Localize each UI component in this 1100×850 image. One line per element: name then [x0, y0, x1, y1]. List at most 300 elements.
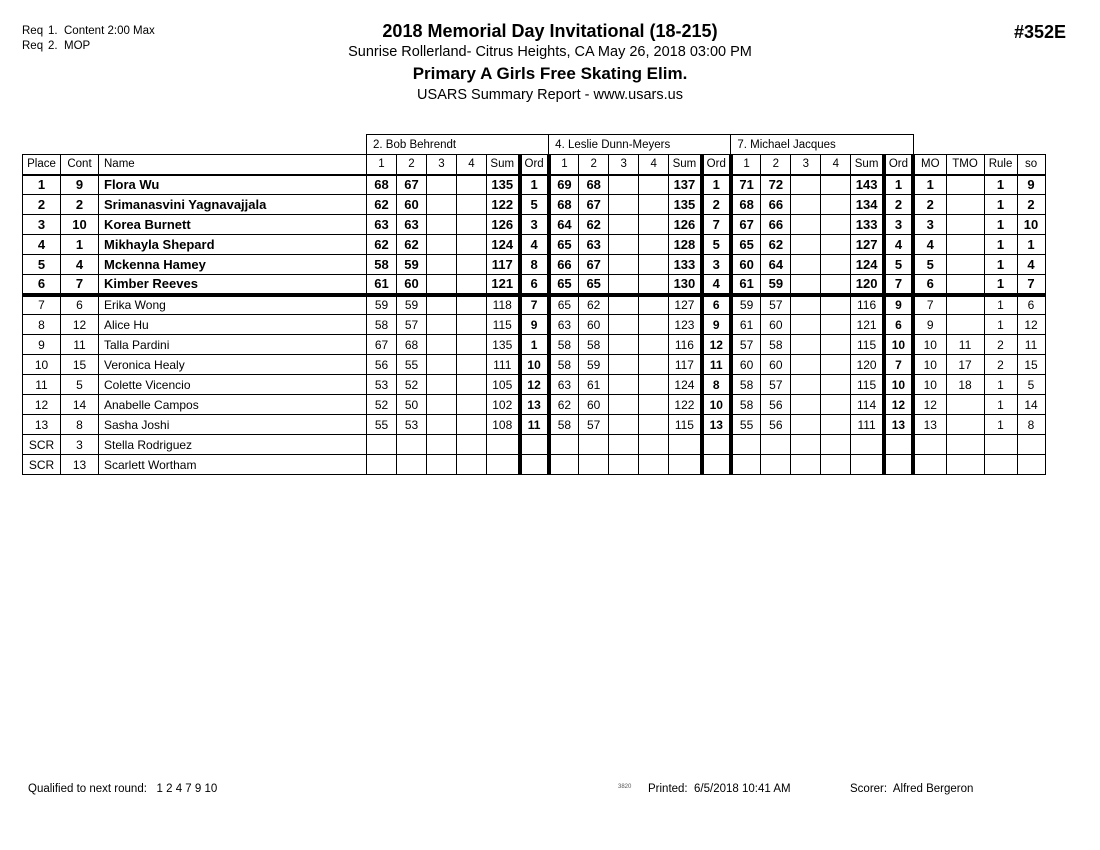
cell-so: 4	[1017, 255, 1045, 275]
cell-j1-ord: 1	[520, 335, 549, 355]
cell-j3-score-1: 68	[731, 195, 761, 215]
cell-j3-sum: 120	[851, 355, 884, 375]
table-row[interactable]	[23, 335, 1046, 355]
cell-j3-score-1: 60	[731, 355, 761, 375]
cell-rule: 1	[984, 255, 1017, 275]
cell-j1-score-3	[427, 255, 457, 275]
cell-j2-ord: 13	[702, 415, 731, 435]
cell-j2-score-2	[579, 435, 609, 455]
judge-1-label: 2. Bob Behrendt	[367, 135, 549, 155]
cell-j2-score-4	[639, 375, 669, 395]
cell-j3-score-2: 60	[761, 355, 791, 375]
cell-j2-sum: 122	[669, 395, 702, 415]
cell-cont: 9	[61, 175, 99, 195]
table-row[interactable]	[23, 435, 1046, 455]
col-header-j2-sum: Sum	[669, 155, 702, 175]
cell-rule: 2	[984, 335, 1017, 355]
cell-j3-score-3	[791, 195, 821, 215]
cell-j2-ord: 6	[702, 295, 731, 315]
cell-rule: 1	[984, 235, 1017, 255]
judge-banner-spacer	[61, 135, 99, 155]
cell-so: 1	[1017, 235, 1045, 255]
cell-j1-ord: 9	[520, 315, 549, 335]
cell-j3-score-3	[791, 395, 821, 415]
cell-name: Sasha Joshi	[99, 415, 367, 435]
cell-j3-ord: 7	[884, 355, 913, 375]
cell-tmo: 17	[946, 355, 984, 375]
cell-j2-score-4	[639, 255, 669, 275]
cell-j3-score-4	[821, 395, 851, 415]
cell-j3-score-3	[791, 315, 821, 335]
cell-j2-score-2: 68	[579, 175, 609, 195]
cell-name: Mikhayla Shepard	[99, 235, 367, 255]
cell-j2-score-1: 58	[549, 355, 579, 375]
cell-j2-score-1	[549, 455, 579, 475]
cell-rule: 1	[984, 215, 1017, 235]
cell-j1-score-4	[457, 435, 487, 455]
cell-j1-score-4	[457, 415, 487, 435]
scorer-value: Alfred Bergeron	[892, 783, 974, 795]
cell-j3-score-3	[791, 215, 821, 235]
cell-j3-score-4	[821, 315, 851, 335]
venue-datetime: Sunrise Rollerland- Citrus Heights, CA May 26, 2018 03:00 PM	[348, 44, 752, 60]
cell-j1-ord: 6	[520, 275, 549, 295]
cell-j1-ord: 13	[520, 395, 549, 415]
cell-j3-ord: 7	[884, 275, 913, 295]
cell-mo	[913, 435, 946, 455]
col-header-j1-score-1: 1	[367, 155, 397, 175]
cell-j3-ord: 3	[884, 215, 913, 235]
cell-j2-score-1: 64	[549, 215, 579, 235]
cell-j1-sum: 108	[487, 415, 520, 435]
cell-name: Scarlett Wortham	[99, 455, 367, 475]
cell-j1-score-3	[427, 335, 457, 355]
col-header-tmo: TMO	[946, 155, 984, 175]
cell-j2-ord: 8	[702, 375, 731, 395]
cell-name: Alice Hu	[99, 315, 367, 335]
cell-j2-score-3	[609, 355, 639, 375]
cell-so: 9	[1017, 175, 1045, 195]
cell-j1-sum: 115	[487, 315, 520, 335]
cell-j2-score-4	[639, 395, 669, 415]
cell-j2-score-3	[609, 315, 639, 335]
cell-j2-score-4	[639, 455, 669, 475]
table-row[interactable]	[23, 215, 1046, 235]
cell-j1-score-2: 50	[397, 395, 427, 415]
cell-j2-ord	[702, 435, 731, 455]
cell-j3-sum	[851, 455, 884, 475]
cell-rule: 1	[984, 195, 1017, 215]
col-header-mo: MO	[913, 155, 946, 175]
table-row[interactable]	[23, 375, 1046, 395]
cell-j1-sum: 135	[487, 335, 520, 355]
cell-j1-score-4	[457, 235, 487, 255]
cell-j3-score-4	[821, 435, 851, 455]
cell-j1-score-1: 63	[367, 215, 397, 235]
cell-j1-score-2: 62	[397, 235, 427, 255]
cell-j1-score-4	[457, 175, 487, 195]
cell-j2-sum: 124	[669, 375, 702, 395]
cell-j1-score-3	[427, 295, 457, 315]
cell-j3-score-4	[821, 255, 851, 275]
cell-j1-ord: 8	[520, 255, 549, 275]
cell-rule: 1	[984, 275, 1017, 295]
cell-j2-score-2: 57	[579, 415, 609, 435]
table-row[interactable]	[23, 315, 1046, 335]
cell-j2-sum: 133	[669, 255, 702, 275]
cell-rule: 1	[984, 295, 1017, 315]
cell-j1-score-1: 55	[367, 415, 397, 435]
cell-place: 6	[23, 275, 61, 295]
cell-j2-score-3	[609, 195, 639, 215]
cell-j3-sum: 120	[851, 275, 884, 295]
cell-cont: 10	[61, 215, 99, 235]
cell-j1-score-4	[457, 355, 487, 375]
cell-j1-sum: 111	[487, 355, 520, 375]
cell-j3-sum: 134	[851, 195, 884, 215]
cell-j1-score-2: 57	[397, 315, 427, 335]
cell-so: 15	[1017, 355, 1045, 375]
cell-j2-sum: 116	[669, 335, 702, 355]
cell-j3-score-4	[821, 275, 851, 295]
cell-j3-score-2: 56	[761, 395, 791, 415]
col-header-j2-score-3: 3	[609, 155, 639, 175]
cell-j2-score-4	[639, 275, 669, 295]
table-row[interactable]	[23, 455, 1046, 475]
results-table	[22, 134, 1046, 475]
cell-j2-sum: 117	[669, 355, 702, 375]
cell-j2-score-3	[609, 295, 639, 315]
cell-j3-sum: 121	[851, 315, 884, 335]
cell-so: 6	[1017, 295, 1045, 315]
cell-tmo	[946, 435, 984, 455]
cell-j3-score-4	[821, 335, 851, 355]
table-row[interactable]	[23, 275, 1046, 295]
cell-tmo	[946, 415, 984, 435]
cell-j1-ord: 5	[520, 195, 549, 215]
cell-j1-score-1: 58	[367, 255, 397, 275]
col-header-j1-score-3: 3	[427, 155, 457, 175]
cell-j3-score-1: 58	[731, 395, 761, 415]
cell-j2-sum: 128	[669, 235, 702, 255]
cell-name: Srimanasvini Yagnavajjala	[99, 195, 367, 215]
cell-rule: 1	[984, 315, 1017, 335]
cell-j1-score-2: 60	[397, 275, 427, 295]
cell-j2-ord: 5	[702, 235, 731, 255]
cell-j1-score-1: 52	[367, 395, 397, 415]
cell-j1-score-1: 67	[367, 335, 397, 355]
cell-j2-score-1: 65	[549, 275, 579, 295]
cell-j3-score-1: 67	[731, 215, 761, 235]
cell-j3-score-2: 58	[761, 335, 791, 355]
cell-j1-score-2: 60	[397, 195, 427, 215]
cell-j2-score-4	[639, 215, 669, 235]
requirement-key: Req	[22, 25, 44, 37]
table-row[interactable]	[23, 395, 1046, 415]
cell-j2-score-2: 65	[579, 275, 609, 295]
cell-mo: 7	[913, 295, 946, 315]
cell-j3-sum: 143	[851, 175, 884, 195]
cell-j2-sum	[669, 455, 702, 475]
cell-name: Veronica Healy	[99, 355, 367, 375]
col-header-j1-score-2: 2	[397, 155, 427, 175]
cell-j2-score-1: 58	[549, 335, 579, 355]
cell-mo	[913, 455, 946, 475]
cell-j2-sum: 126	[669, 215, 702, 235]
cell-j2-ord: 2	[702, 195, 731, 215]
requirement-text: MOP	[64, 40, 91, 52]
col-header-j3-score-1: 1	[731, 155, 761, 175]
cell-j2-score-2: 67	[579, 195, 609, 215]
cell-j1-score-2: 59	[397, 255, 427, 275]
cell-j1-sum	[487, 455, 520, 475]
cell-j2-score-3	[609, 395, 639, 415]
cell-tmo	[946, 255, 984, 275]
print-job-code: 3820	[618, 784, 632, 790]
cell-so: 2	[1017, 195, 1045, 215]
cell-name: Colette Vicencio	[99, 375, 367, 395]
cell-j3-score-3	[791, 355, 821, 375]
cell-j1-score-3	[427, 395, 457, 415]
cell-mo: 12	[913, 395, 946, 415]
cell-j2-score-4	[639, 355, 669, 375]
cell-j1-score-2	[397, 455, 427, 475]
cell-j3-score-1	[731, 455, 761, 475]
cell-cont: 13	[61, 455, 99, 475]
cell-j3-score-1: 65	[731, 235, 761, 255]
cell-j1-sum: 102	[487, 395, 520, 415]
judge-banner-spacer	[99, 135, 367, 155]
cell-j3-score-2: 72	[761, 175, 791, 195]
table-row[interactable]	[23, 175, 1046, 195]
cell-j1-score-2: 67	[397, 175, 427, 195]
cell-j1-ord: 1	[520, 175, 549, 195]
col-header-j3-score-4: 4	[821, 155, 851, 175]
scorer-footer	[850, 783, 973, 795]
cell-j1-score-3	[427, 455, 457, 475]
cell-mo: 3	[913, 215, 946, 235]
scorer-label: Scorer:	[850, 783, 888, 795]
cell-j3-ord	[884, 455, 913, 475]
table-row[interactable]	[23, 355, 1046, 375]
cell-rule: 1	[984, 415, 1017, 435]
cell-place: SCR	[23, 435, 61, 455]
cell-j1-score-3	[427, 375, 457, 395]
requirement-key: Req	[22, 40, 44, 52]
table-row[interactable]	[23, 415, 1046, 435]
cell-j2-ord	[702, 455, 731, 475]
cell-j3-score-4	[821, 215, 851, 235]
cell-j1-score-4	[457, 315, 487, 335]
cell-rule	[984, 435, 1017, 455]
cell-j3-score-3	[791, 275, 821, 295]
cell-place: 10	[23, 355, 61, 375]
cell-name: Stella Rodriguez	[99, 435, 367, 455]
col-header-j2-score-2: 2	[579, 155, 609, 175]
cell-name: Kimber Reeves	[99, 275, 367, 295]
cell-j2-score-3	[609, 435, 639, 455]
report-header	[0, 20, 1100, 106]
cell-j1-ord: 12	[520, 375, 549, 395]
cell-j1-ord	[520, 455, 549, 475]
cell-so: 12	[1017, 315, 1045, 335]
cell-cont: 2	[61, 195, 99, 215]
cell-j2-score-2: 62	[579, 295, 609, 315]
table-row[interactable]	[23, 235, 1046, 255]
cell-cont: 5	[61, 375, 99, 395]
cell-mo: 10	[913, 375, 946, 395]
cell-cont: 15	[61, 355, 99, 375]
cell-j2-sum	[669, 435, 702, 455]
cell-name: Korea Burnett	[99, 215, 367, 235]
cell-so	[1017, 435, 1045, 455]
table-row[interactable]	[23, 195, 1046, 215]
cell-j1-ord	[520, 435, 549, 455]
cell-j2-score-4	[639, 435, 669, 455]
cell-j3-score-4	[821, 175, 851, 195]
cell-j1-score-1: 62	[367, 235, 397, 255]
cell-j2-score-1: 68	[549, 195, 579, 215]
cell-tmo	[946, 295, 984, 315]
cell-j3-score-4	[821, 455, 851, 475]
cell-j2-score-2: 67	[579, 255, 609, 275]
cell-cont: 1	[61, 235, 99, 255]
cell-mo: 2	[913, 195, 946, 215]
col-header-j2-score-4: 4	[639, 155, 669, 175]
cell-j1-score-2: 55	[397, 355, 427, 375]
cell-j2-score-4	[639, 315, 669, 335]
cell-j3-score-4	[821, 295, 851, 315]
cell-j3-sum: 115	[851, 375, 884, 395]
cell-j2-score-1	[549, 435, 579, 455]
cell-j2-score-3	[609, 335, 639, 355]
cell-mo: 10	[913, 335, 946, 355]
report-subtitle: USARS Summary Report - www.usars.us	[417, 87, 683, 103]
cell-j3-ord: 13	[884, 415, 913, 435]
cell-j3-score-3	[791, 415, 821, 435]
cell-j1-score-1: 68	[367, 175, 397, 195]
cell-j1-ord: 7	[520, 295, 549, 315]
cell-j3-score-3	[791, 435, 821, 455]
cell-j3-sum: 127	[851, 235, 884, 255]
table-row[interactable]	[23, 295, 1046, 315]
cell-j1-score-3	[427, 415, 457, 435]
cell-rule: 2	[984, 355, 1017, 375]
cell-j3-score-1: 57	[731, 335, 761, 355]
cell-j3-score-4	[821, 415, 851, 435]
cell-j2-score-1: 62	[549, 395, 579, 415]
cell-mo: 13	[913, 415, 946, 435]
cell-j3-score-3	[791, 175, 821, 195]
cell-j3-sum: 133	[851, 215, 884, 235]
col-header-j2-score-1: 1	[549, 155, 579, 175]
judge-banner-spacer	[913, 135, 1045, 155]
cell-j1-score-4	[457, 255, 487, 275]
cell-j3-ord: 2	[884, 195, 913, 215]
cell-j1-score-3	[427, 215, 457, 235]
cell-j1-sum: 117	[487, 255, 520, 275]
cell-j2-score-4	[639, 295, 669, 315]
cell-place: 5	[23, 255, 61, 275]
cell-j2-sum: 137	[669, 175, 702, 195]
cell-j2-ord: 7	[702, 215, 731, 235]
cell-j3-score-2: 57	[761, 375, 791, 395]
cell-so: 7	[1017, 275, 1045, 295]
cell-j3-score-1: 55	[731, 415, 761, 435]
cell-place: 3	[23, 215, 61, 235]
cell-tmo	[946, 275, 984, 295]
cell-j1-score-3	[427, 175, 457, 195]
printed-label: Printed:	[648, 783, 688, 795]
cell-j3-score-1: 61	[731, 315, 761, 335]
cell-j1-sum: 122	[487, 195, 520, 215]
qualified-list: 1 2 4 7 9 10	[156, 783, 218, 795]
cell-tmo	[946, 195, 984, 215]
cell-name: Anabelle Campos	[99, 395, 367, 415]
cell-j2-ord: 3	[702, 255, 731, 275]
cell-cont: 14	[61, 395, 99, 415]
cell-j3-score-2: 56	[761, 415, 791, 435]
cell-j3-score-2: 66	[761, 195, 791, 215]
cell-j2-score-1: 58	[549, 415, 579, 435]
cell-j3-score-4	[821, 195, 851, 215]
cell-j3-score-2: 59	[761, 275, 791, 295]
judge-banner-row	[23, 135, 1046, 155]
col-header-cont: Cont	[61, 155, 99, 175]
cell-place: SCR	[23, 455, 61, 475]
results-table-wrap	[22, 134, 1046, 475]
cell-j1-sum: 126	[487, 215, 520, 235]
cell-j2-score-2: 60	[579, 315, 609, 335]
cell-j3-score-1	[731, 435, 761, 455]
col-header-j2-ord: Ord	[702, 155, 731, 175]
cell-j3-score-2: 57	[761, 295, 791, 315]
cell-j2-score-4	[639, 175, 669, 195]
cell-j3-score-1: 59	[731, 295, 761, 315]
cell-j2-score-2: 61	[579, 375, 609, 395]
printed-footer	[648, 783, 791, 795]
cell-tmo	[946, 175, 984, 195]
cell-j1-score-4	[457, 395, 487, 415]
printed-value: 6/5/2018 10:41 AM	[694, 783, 791, 795]
cell-j3-ord: 6	[884, 315, 913, 335]
cell-j3-score-1: 60	[731, 255, 761, 275]
cell-j1-score-1	[367, 455, 397, 475]
cell-j1-score-1: 58	[367, 315, 397, 335]
cell-tmo	[946, 455, 984, 475]
col-header-j1-score-4: 4	[457, 155, 487, 175]
cell-j1-score-1: 59	[367, 295, 397, 315]
cell-cont: 6	[61, 295, 99, 315]
cell-j1-score-1: 62	[367, 195, 397, 215]
col-header-j3-sum: Sum	[851, 155, 884, 175]
cell-j1-ord: 3	[520, 215, 549, 235]
cell-rule: 1	[984, 375, 1017, 395]
cell-mo: 5	[913, 255, 946, 275]
cell-j3-sum	[851, 435, 884, 455]
cell-cont: 7	[61, 275, 99, 295]
column-header-row	[23, 155, 1046, 175]
cell-place: 1	[23, 175, 61, 195]
cell-name: Talla Pardini	[99, 335, 367, 355]
table-row[interactable]	[23, 255, 1046, 275]
cell-place: 8	[23, 315, 61, 335]
cell-j3-score-4	[821, 375, 851, 395]
cell-j3-sum: 114	[851, 395, 884, 415]
cell-mo: 9	[913, 315, 946, 335]
cell-j2-score-3	[609, 175, 639, 195]
cell-j3-sum: 111	[851, 415, 884, 435]
